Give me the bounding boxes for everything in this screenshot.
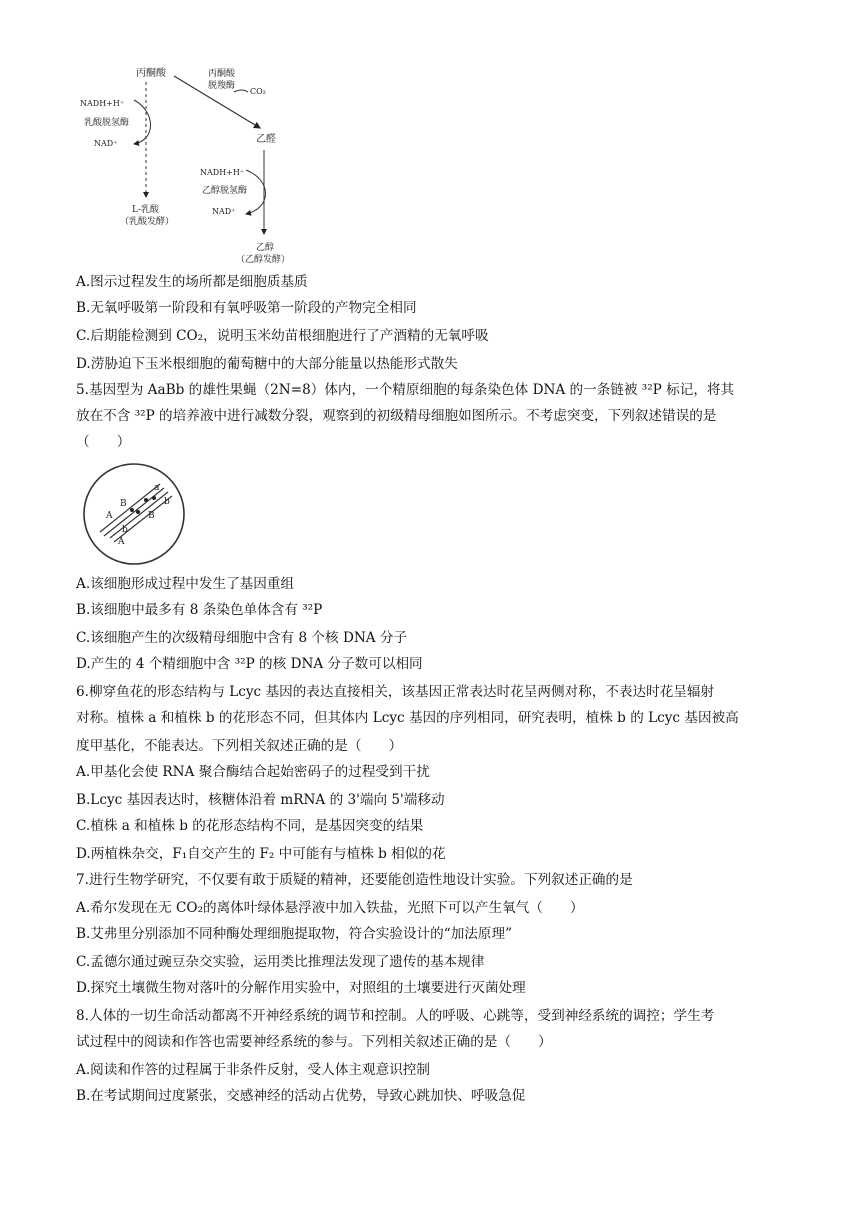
acetaldehyde-label: 乙醛 [256,134,276,145]
q5-option-c: C.该细胞产生的次级精母细胞中含有 8 个核 DNA 分子 [76,630,408,646]
nad-right-label: NAD⁺ [212,207,236,216]
q5-stem-1: 5.基因型为 AaBb 的雄性果蝇（2N=8）体内，一个精原细胞的每条染色体 DNA 的一条链被 ³²P 标记，将其 [76,382,735,398]
q5-option-d: D.产生的 4 个精细胞中含 ³²P 的核 DNA 分子数可以相同 [76,656,423,672]
fermentation-pathway-diagram [76,62,306,272]
q7-option-c: C.孟德尔通过豌豆杂交实验，运用类比推理法发现了遗传的基本规律 [76,954,485,970]
gene-label-b-1: b [164,497,170,507]
q5-option-b: B.该细胞中最多有 8 条染色单体含有 ³²P [76,602,323,618]
q7-option-b: B.艾弗里分别添加不同种酶处理细胞提取物，符合实验设计的“加法原理” [76,926,513,942]
gene-label-B-1: B [120,499,127,509]
ethanol-label: 乙醇 [256,243,275,253]
q8-option-b: B.在考试期间过度紧张，交感神经的活动占优势，导致心跳加快、呼吸急促 [76,1088,526,1104]
q6-option-b: B.Lcyc 基因表达时，核糖体沿着 mRNA 的 3'端向 5'端移动 [76,792,445,808]
q5-option-a: A.该细胞形成过程中发生了基因重组 [76,576,295,592]
q6-option-d: D.两植株杂交，F₁自交产生的 F₂ 中可能有与植株 b 相似的花 [76,846,446,862]
q5-stem-2: 放在不含 ³²P 的培养液中进行减数分裂，观察到的初级精母细胞如图所示。不考虑突变，下列叙述错误的是 [76,408,717,424]
q6-option-c: C.植株 a 和植株 b 的花形态结构不同，是基因突变的结果 [76,818,424,834]
gene-label-A-2: A [118,537,125,547]
q4-option-d: D.涝胁迫下玉米根细胞的葡萄糖中的大部分能量以热能形式散失 [76,356,458,372]
pdc-label-2: 脱羧酶 [208,81,236,91]
q6-stem-1: 6.柳穿鱼花的形态结构与 Lcyc 基因的表达直接相关，该基因正常表达时花呈两侧对称，不表达时花呈辐射 [76,684,715,700]
adh-label: 乙醇脱氢酶 [202,186,248,196]
q6-option-a: A.甲基化会使 RNA 聚合酶结合起始密码子的过程受到干扰 [76,764,430,780]
q4-option-a: A.图示过程发生的场所都是细胞质基质 [76,274,308,290]
q6-stem-3: 度甲基化，不能表达。下列相关叙述正确的是（ ） [76,738,403,754]
nadh-right-label: NADH+H⁺ [200,168,245,177]
q8-stem-1: 8.人体的一切生命活动都离不开神经系统的调节和控制。人的呼吸、心跳等，受到神经系统的调控；学生考 [76,1008,715,1024]
spermatocyte-diagram [80,462,188,566]
lactate-fermentation-label: （乳酸发酵） [120,217,175,227]
gene-label-B-2: B [148,511,155,521]
gene-label-a: a [154,483,160,493]
lactate-label: L-乳酸 [132,205,160,215]
q7-option-a: A.希尔发现在无 CO₂的离体叶绿体悬浮液中加入铁盐，光照下可以产生氧气（ ） [76,900,584,916]
gene-label-A-1: A [106,511,113,521]
nad-left-label: NAD⁺ [94,139,118,148]
ldh-label: 乳酸脱氢酶 [84,118,130,128]
q5-stem-3: （ ） [76,434,131,450]
q4-option-c: C.后期能检测到 CO₂，说明玉米幼苗根细胞进行了产酒精的无氧呼吸 [76,328,489,344]
co2-label: CO₂ [250,87,266,96]
q8-option-a: A.阅读和作答的过程属于非条件反射，受人体主观意识控制 [76,1062,430,1078]
ethanol-fermentation-label: （乙醇发酵） [236,255,291,265]
q7-option-d: D.探究土壤微生物对落叶的分解作用实验中，对照组的土壤要进行灭菌处理 [76,980,526,996]
q7-stem: 7.进行生物学研究，不仅要有敢于质疑的精神，还要能创造性地设计实验。下列叙述正确的是 [76,872,633,888]
q4-option-b: B.无氧呼吸第一阶段和有氧呼吸第一阶段的产物完全相同 [76,300,417,316]
q6-stem-2: 对称。植株 a 和植株 b 的花形态不同，但其体内 Lcyc 基因的序列相同，研究表明，植株 b 的 Lcyc 基因被高 [76,710,739,726]
q8-stem-2: 试过程中的阅读和作答也需要神经系统的参与。下列相关叙述正确的是（ ） [76,1034,552,1050]
gene-label-b-2: b [122,525,128,535]
pdc-label-1: 丙酮酸 [208,69,236,79]
nadh-left-label: NADH+H⁺ [80,99,125,108]
pyruvate-label: 丙酮酸 [136,68,166,79]
